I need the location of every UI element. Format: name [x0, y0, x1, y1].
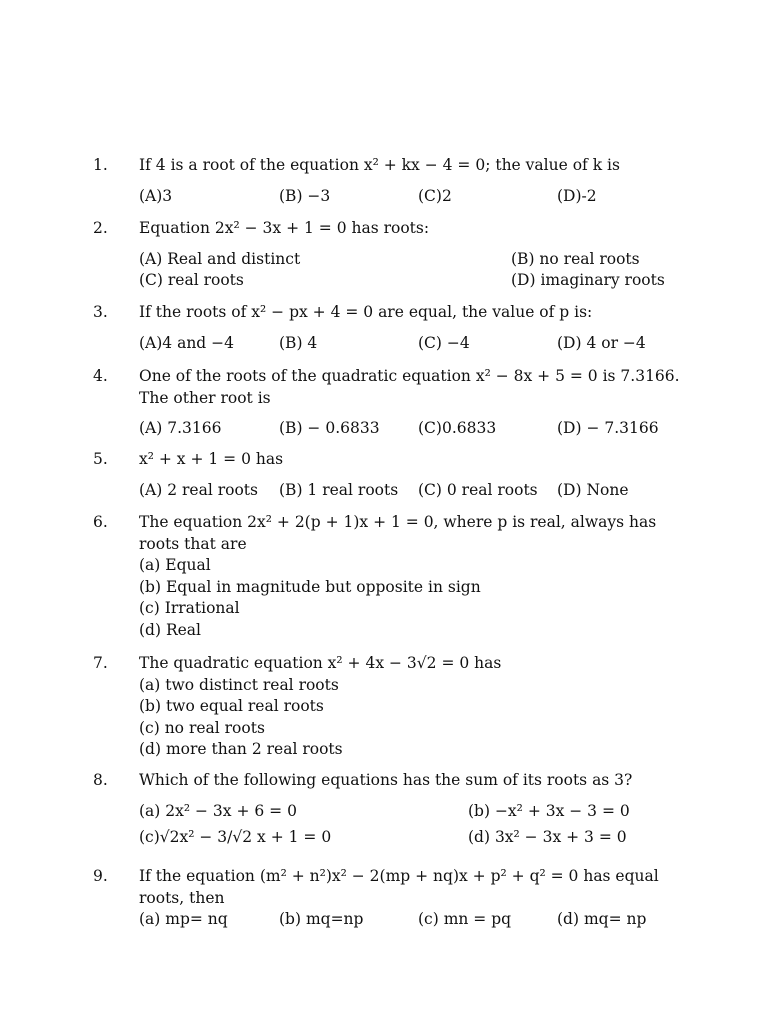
option-b: (B) − 0.6833 — [279, 419, 380, 437]
question-line: The quadratic equation x² + 4x − 3√2 = 0 has — [139, 654, 502, 672]
question-stem-line: roots, then — [139, 888, 225, 907]
option-c: (c) no real roots — [139, 718, 265, 737]
option-b: (B) no real roots — [511, 249, 640, 268]
option-c: (C) −4 — [418, 333, 470, 352]
option-d: (D) 4 or −4 — [557, 333, 646, 352]
question-line: The equation 2x² + 2(p + 1)x + 1 = 0, where p is real, always has — [139, 513, 657, 531]
option-b: (B) −3 — [279, 186, 331, 205]
question-number: 9. — [93, 867, 108, 885]
question-number: 6. — [93, 513, 108, 531]
question-stem: If the roots of x² − px + 4 = 0 are equal, the value of p is: — [139, 303, 593, 321]
option-c: (c) mn = pq — [418, 910, 512, 928]
option-d: (d) more than 2 real roots — [139, 740, 343, 758]
option-a: (A)3 — [139, 186, 173, 205]
option-d: (D)-2 — [557, 186, 597, 205]
question-number: 4. — [93, 367, 108, 385]
question-number: 2. — [93, 219, 108, 237]
question-stem: If 4 is a root of the equation x² + kx − 4 = 0; the value of k is — [139, 156, 620, 174]
option-c: (C) real roots — [139, 270, 244, 289]
question-line: roots that are — [139, 534, 247, 553]
option-d: (d) 3x² − 3x + 3 = 0 — [468, 827, 627, 846]
option-a: (a) Equal — [139, 556, 211, 574]
option-b: (b) Equal in magnitude but opposite in sign — [139, 577, 481, 596]
option-b: (B) 4 — [279, 333, 318, 352]
option-a: (A)4 and −4 — [139, 333, 234, 352]
option-c: (C)0.6833 — [418, 419, 497, 437]
option-d: (D) None — [557, 480, 629, 499]
question-number: 3. — [93, 303, 108, 321]
option-a: (A) Real and distinct — [139, 249, 301, 268]
option-a: (A) 2 real roots — [139, 480, 258, 499]
option-d: (d) Real — [139, 620, 201, 639]
option-d: (D) − 7.3166 — [557, 419, 659, 437]
option-c: (C) 0 real roots — [418, 480, 538, 499]
option-c: (c) Irrational — [139, 599, 240, 617]
question-stem: Which of the following equations has the sum of its roots as 3? — [139, 771, 633, 789]
option-a: (a) 2x² − 3x + 6 = 0 — [139, 801, 297, 820]
question-number: 1. — [93, 156, 108, 174]
question-stem-line: If the equation (m² + n²)x² − 2(mp + nq)x + p² + q² = 0 has equal — [139, 867, 659, 885]
option-c: (C)2 — [418, 186, 452, 205]
option-a: (A) 7.3166 — [139, 419, 222, 437]
option-c: (c)√2x² − 3/√2 x + 1 = 0 — [139, 827, 332, 846]
question-stem-line: One of the roots of the quadratic equation x² − 8x + 5 = 0 is 7.3166. — [139, 367, 680, 385]
question-stem-line: The other root is — [139, 388, 271, 407]
question-number: 5. — [93, 450, 108, 468]
option-b: (b) mq=np — [279, 910, 364, 928]
option-b: (b) two equal real roots — [139, 697, 324, 715]
option-d: (d) mq= np — [557, 910, 647, 928]
question-stem: Equation 2x² − 3x + 1 = 0 has roots: — [139, 219, 430, 237]
question-number: 8. — [93, 771, 108, 789]
question-number: 7. — [93, 654, 108, 672]
option-a: (a) mp= nq — [139, 910, 228, 928]
question-stem: x² + x + 1 = 0 has — [139, 450, 284, 468]
option-b: (b) −x² + 3x − 3 = 0 — [468, 801, 630, 820]
option-b: (B) 1 real roots — [279, 480, 399, 499]
option-a: (a) two distinct real roots — [139, 675, 339, 694]
option-d: (D) imaginary roots — [511, 270, 665, 289]
